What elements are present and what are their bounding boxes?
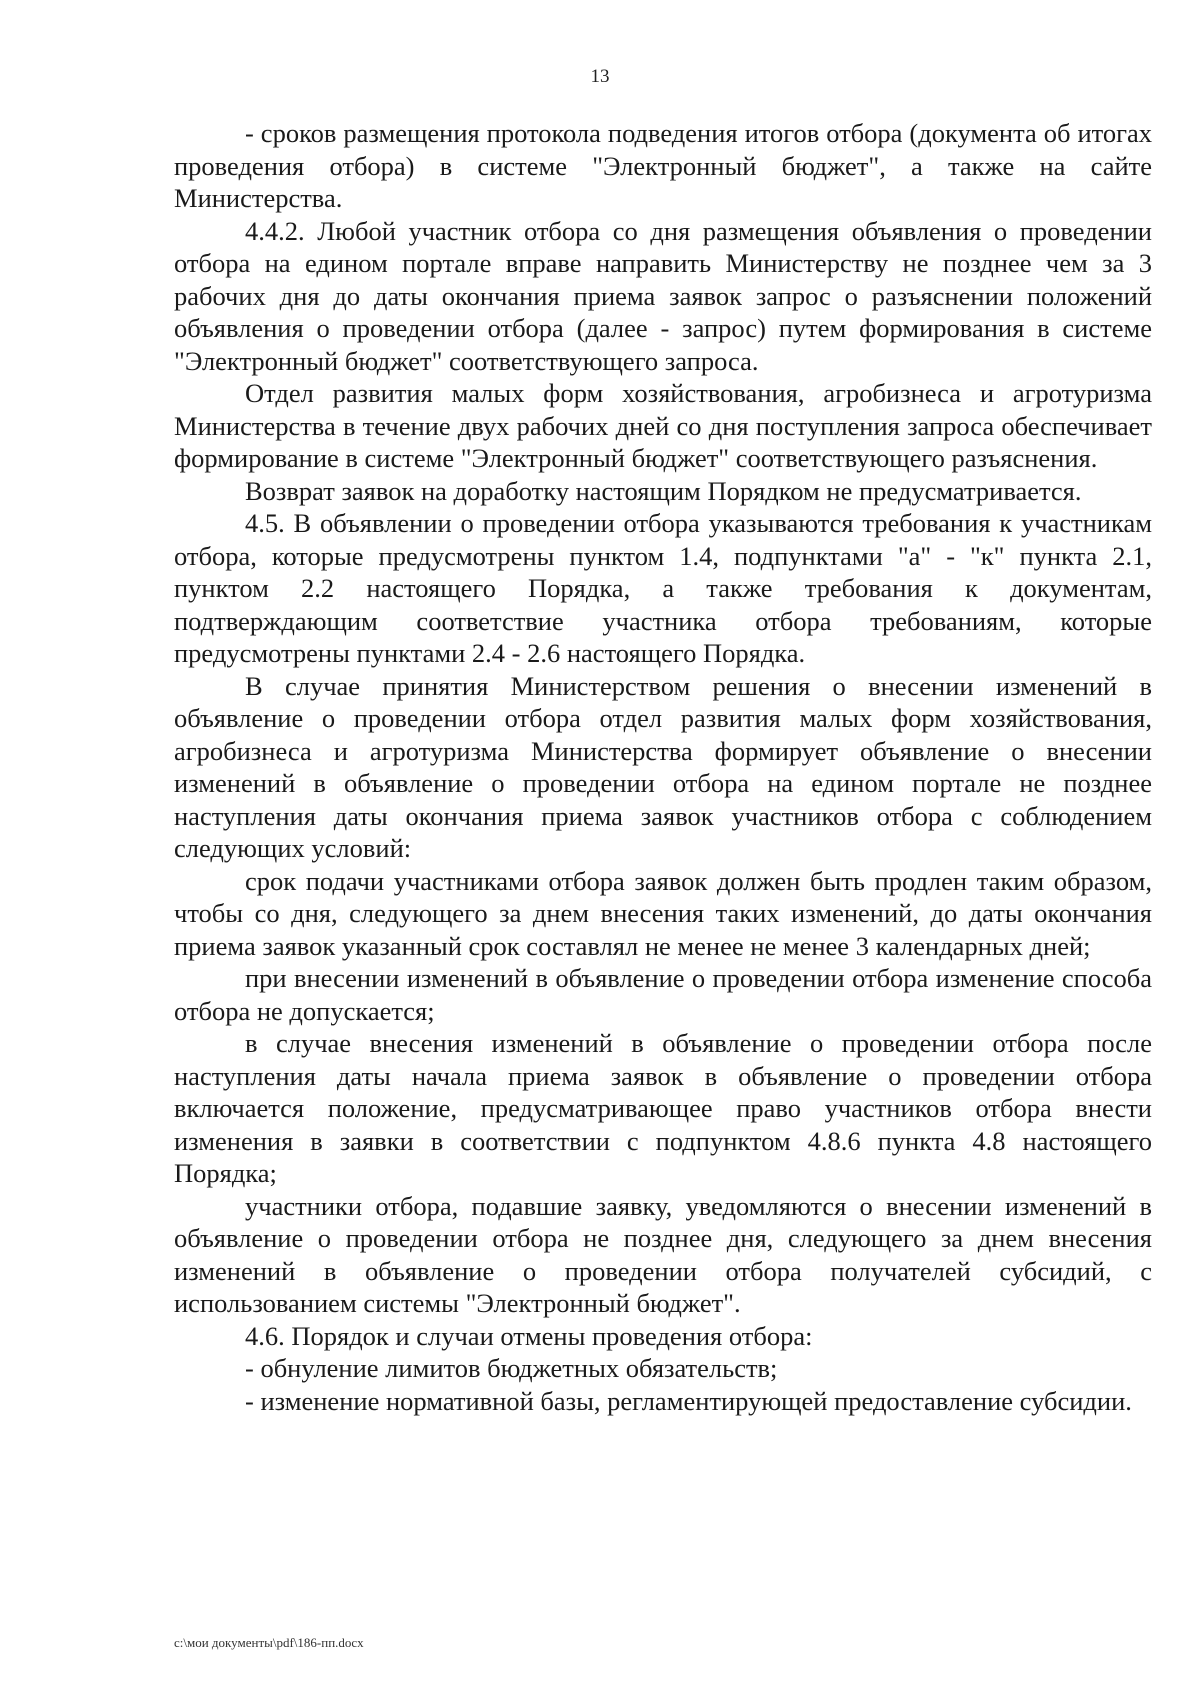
- paragraph: - обнуление лимитов бюджетных обязательств;: [245, 1353, 778, 1383]
- document-body: [174, 117, 1152, 1417]
- page-number: 13: [590, 66, 610, 87]
- footer-file-path: c:\мои документы\pdf\186-пп.docx: [174, 1635, 364, 1650]
- paragraph: 4.6. Порядок и случаи отмены проведения отбора:: [245, 1320, 813, 1351]
- paragraph: 4.5. В объявлении о проведении отбора указываются требования к участникам отбора, которые предусмотрены пунктом 1.4, подпунктами "а" - "к" пункта 2.1, пунктом 2.2 настоящего Порядка, а также требования к документам, подтверждающим соответствие участника отбора требованиям, которые предусмотрены пунктами 2.4 - 2.6 настоящего Порядка.: [174, 508, 1152, 668]
- paragraph: - сроков размещения протокола подведения итогов отбора (документа об итогах проведения отбора) в системе "Электронный бюджет", а также на сайте Министерства.: [174, 118, 1152, 213]
- paragraph: при внесении изменений в объявление о проведении отбора изменение способа отбора не допускается;: [174, 963, 1152, 1026]
- paragraph: - изменение нормативной базы, регламентирующей предоставление субсидии.: [245, 1385, 1132, 1416]
- paragraph: срок подачи участниками отбора заявок должен быть продлен таким образом, чтобы со дня, следующего за днем внесения таких изменений, до даты окончания приема заявок указанный срок составлял не менее не менее 3 календарных дней;: [174, 865, 1152, 961]
- paragraph: участники отбора, подавшие заявку, уведомляются о внесении изменений в объявление о проведении отбора не позднее дня, следующего за днем внесения изменений в объявление о проведении отбора получателей субсидий, с использованием системы "Электронный бюджет".: [174, 1190, 1152, 1318]
- paragraph: Возврат заявок на доработку настоящим Порядком не предусматривается.: [245, 475, 1082, 506]
- paragraph: В случае принятия Министерством решения о внесении изменений в объявление о проведении отбора отдел развития малых форм хозяйствования, агробизнеса и агротуризма Министерства формирует объявление о внесении изменений в объявление о проведении отбора на едином портале не позднее наступления даты окончания приема заявок участников отбора с соблюдением следующих условий:: [174, 670, 1152, 863]
- paragraph: Отдел развития малых форм хозяйствования, агробизнеса и агротуризма Министерства в течение двух рабочих дней со дня поступления запроса обеспечивает формирование в системе "Электронный бюджет" соответствующего разъяснения.: [174, 378, 1152, 473]
- paragraph: в случае внесения изменений в объявление о проведении отбора после наступления даты начала приема заявок в объявление о проведении отбора включается положение, предусматривающее право участников отбора внести изменения в заявки в соответствии с подпунктом 4.8.6 пункта 4.8 настоящего Порядка;: [174, 1028, 1152, 1188]
- paragraph: 4.4.2. Любой участник отбора со дня размещения объявления о проведении отбора на едином портале вправе направить Министерству не позднее чем за 3 рабочих дня до даты окончания приема заявок запрос о разъяснении положений объявления о проведении отбора (далее - запрос) путем формирования в системе "Электронный бюджет" соответствующего запроса.: [174, 215, 1152, 376]
